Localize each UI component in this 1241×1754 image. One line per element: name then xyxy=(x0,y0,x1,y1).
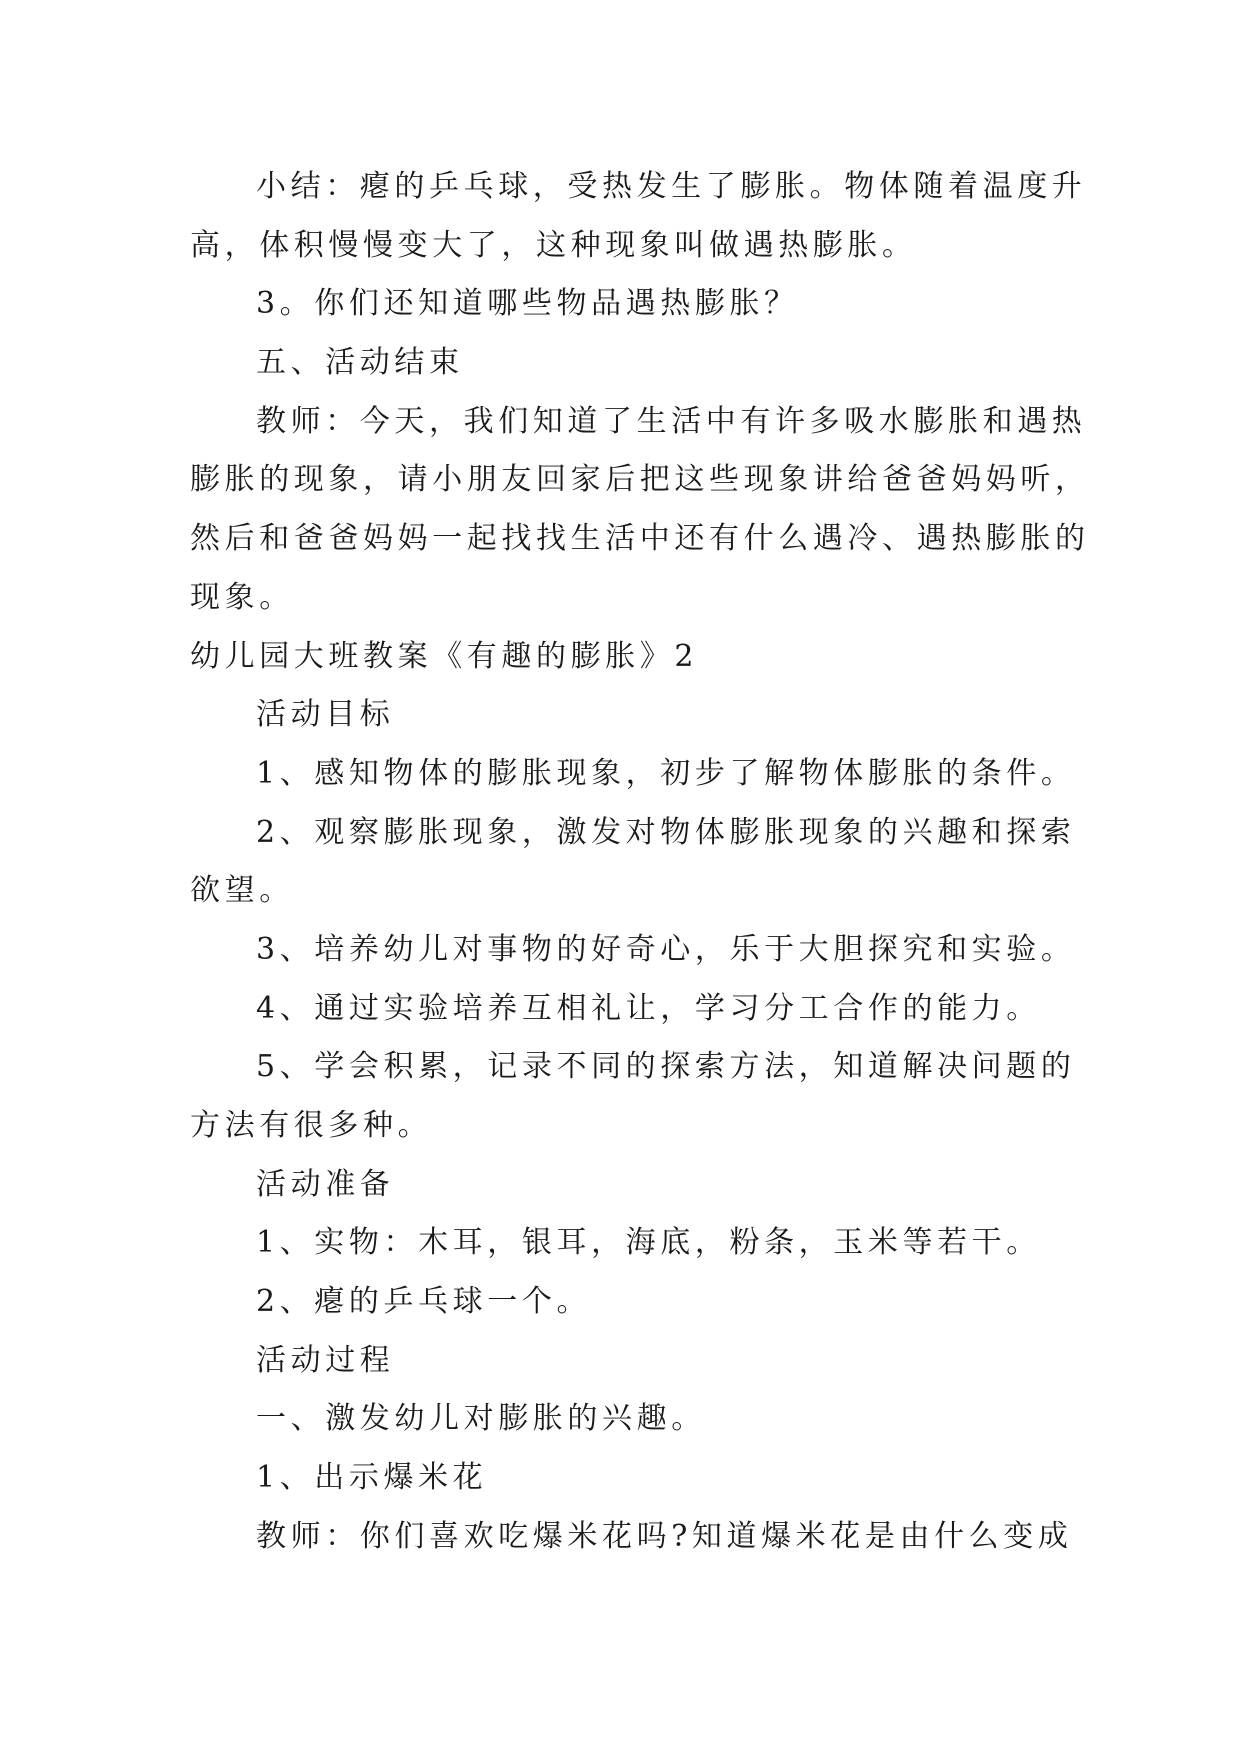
section-heading: 五、活动结束 xyxy=(256,345,464,381)
paragraph-line: 教师：今天，我们知道了生活中有许多吸水膨胀和遇热 xyxy=(256,403,1087,439)
paragraph-line: 现象。 xyxy=(190,579,294,615)
list-item: 3、培养幼儿对事物的好奇心，乐于大胆探究和实验。 xyxy=(256,931,1076,967)
list-item-continuation: 方法有很多种。 xyxy=(190,1108,433,1143)
list-item: 4、通过实验培养互相礼让，学习分工合作的能力。 xyxy=(256,990,1041,1026)
list-item: 1、实物：木耳，银耳，海底，粉条，玉米等若干。 xyxy=(256,1225,1041,1261)
document-title: 幼儿园大班教案《有趣的膨胀》2 xyxy=(190,638,699,674)
section-heading: 活动准备 xyxy=(256,1166,395,1202)
list-item-continuation: 欲望。 xyxy=(190,873,294,909)
paragraph-line: 3。你们还知道哪些物品遇热膨胀？ xyxy=(256,286,799,322)
list-item: 2、瘪的乒乓球一个。 xyxy=(256,1284,592,1320)
list-item: 1、感知物体的膨胀现象，初步了解物体膨胀的条件。 xyxy=(256,755,1076,791)
paragraph-line: 教师：你们喜欢吃爆米花吗?知道爆米花是由什么变成 xyxy=(256,1518,1073,1554)
list-item: 5、学会积累，记录不同的探索方法，知道解决问题的 xyxy=(256,1049,1076,1085)
paragraph-line: 小结：瘪的乒乓球，受热发生了膨胀。物体随着温度升 xyxy=(256,169,1087,204)
document-body xyxy=(190,158,1090,1567)
paragraph-line: 然后和爸爸妈妈一起找找生活中还有什么遇冷、遇热膨胀的 xyxy=(190,521,1090,557)
list-item: 2、观察膨胀现象，激发对物体膨胀现象的兴趣和探索 xyxy=(256,814,1076,850)
section-heading: 活动目标 xyxy=(256,697,395,733)
paragraph-line: 高，体积慢慢变大了，这种现象叫做遇热膨胀。 xyxy=(190,227,917,263)
paragraph-line: 膨胀的现象，请小朋友回家后把这些现象讲给爸爸妈妈听， xyxy=(190,462,1090,498)
list-item: 1、出示爆米花 xyxy=(256,1460,488,1496)
section-heading: 活动过程 xyxy=(256,1342,395,1378)
subsection-heading: 一、激发幼儿对膨胀的兴趣。 xyxy=(256,1401,706,1437)
